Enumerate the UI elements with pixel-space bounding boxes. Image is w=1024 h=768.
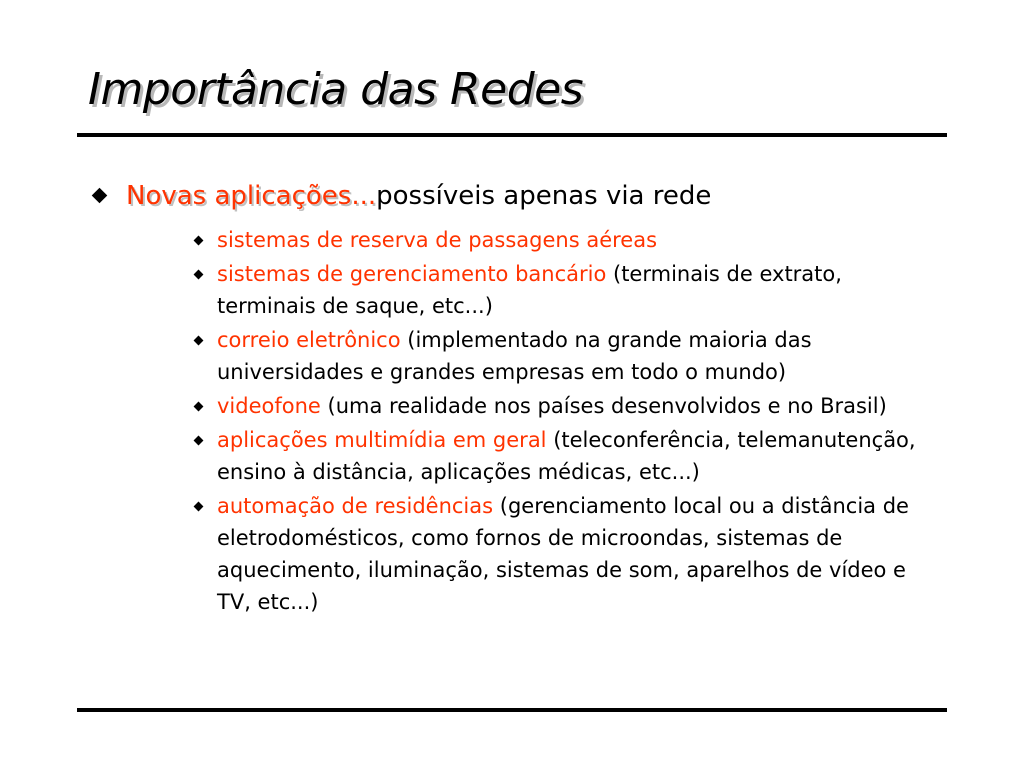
sub-bullet-item: [192, 490, 927, 618]
main-bullet-highlight: Novas aplicações...: [126, 181, 377, 211]
sub-bullet-text: (gerenciamento local ou a distância de eletrodomésticos, como fornos de microondas, sistemas de aquecimento, iluminação, sistemas de som, aparelhos de vídeo e TV, etc...): [217, 494, 909, 614]
sub-bullet-text: (uma realidade nos países desenvolvidos e no Brasil): [320, 394, 887, 418]
sub-bullet-highlight: sistemas de gerenciamento bancário: [217, 262, 607, 286]
sub-bullet-item: [192, 390, 927, 422]
sub-bullet-item: [192, 324, 927, 388]
diamond-bullet-icon: [194, 270, 204, 280]
diamond-bullet-icon: [92, 188, 108, 204]
sub-bullet-item: [192, 258, 927, 322]
diamond-bullet-icon: [194, 502, 204, 512]
main-bullet: [90, 180, 890, 216]
diamond-bullet-icon: [194, 436, 204, 446]
diamond-bullet-icon: [194, 402, 204, 412]
sub-bullet-item: [192, 424, 927, 488]
sub-bullet-highlight: aplicações multimídia em geral: [217, 428, 547, 452]
sub-bullet-highlight: videofone: [217, 394, 321, 418]
main-bullet-rest: possíveis apenas via rede: [376, 181, 712, 211]
sub-bullet-highlight: automação de residências: [217, 494, 494, 518]
sub-bullet-highlight: sistemas de reserva de passagens aéreas: [217, 228, 658, 252]
sub-bullet-text: (implementado na grande maioria das universidades e grandes empresas em todo o mundo): [217, 328, 812, 384]
slide-title: Importância das Redes: [88, 64, 584, 115]
diamond-bullet-icon: [194, 336, 204, 346]
top-divider: [77, 133, 947, 137]
main-bullet-text: [126, 180, 711, 212]
diamond-bullet-icon: [194, 236, 204, 246]
sub-bullet-text: (teleconferência, telemanutenção, ensino à distância, aplicações médicas, etc...): [217, 428, 916, 484]
bottom-divider: [77, 708, 947, 712]
sub-bullet-highlight: correio eletrônico: [217, 328, 401, 352]
sub-bullet-text: (terminais de extrato, terminais de saque, etc...): [217, 262, 842, 318]
sub-bullet-list: [192, 224, 927, 620]
sub-bullet-item: [192, 224, 927, 256]
